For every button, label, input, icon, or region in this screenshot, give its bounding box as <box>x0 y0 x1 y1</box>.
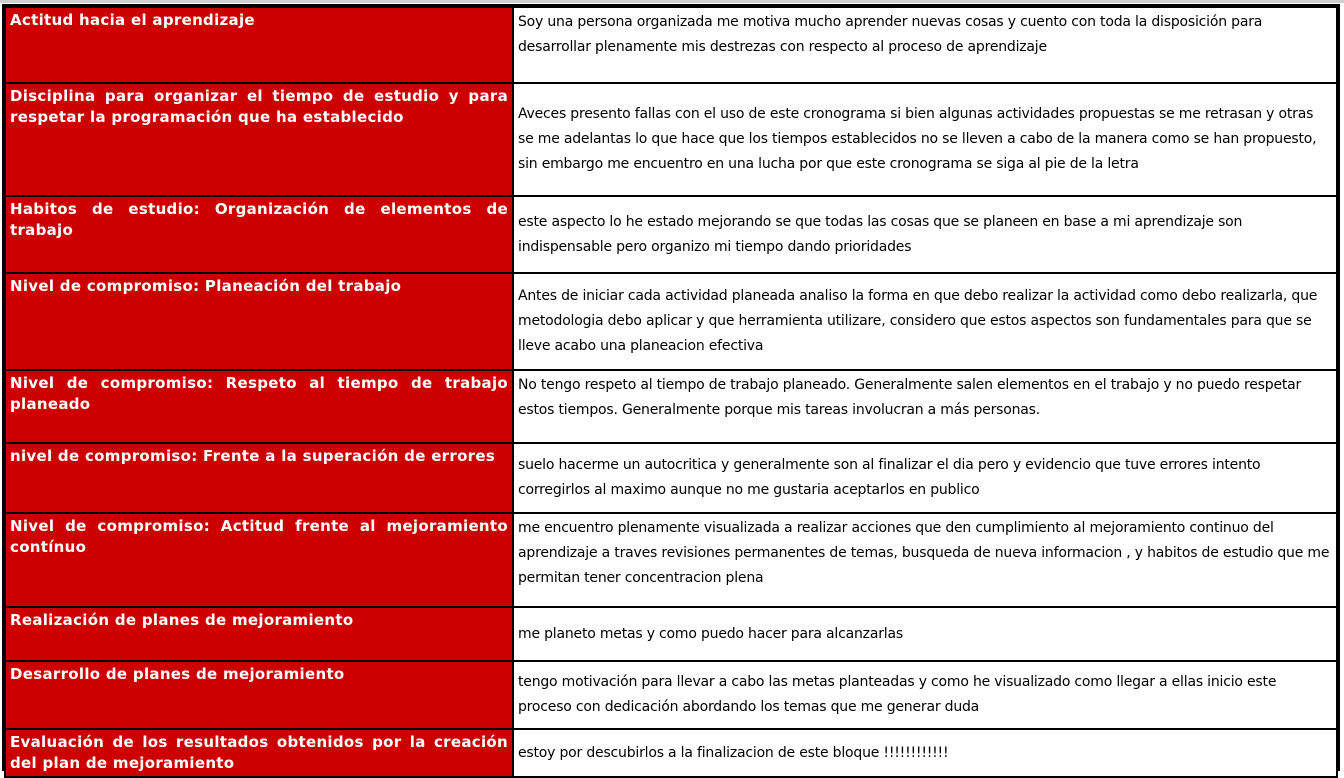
self-assessment-table <box>4 6 1338 778</box>
row-label: Nivel de compromiso: Planeación del trabajo <box>5 273 513 370</box>
row-value: Antes de iniciar cada actividad planeada analiso la forma en que debo realizar la actividad como debo realizarla, que metodologia debo aplicar y que herramienta utilizare, considero que estos aspectos son fundamentales para que se lleve acabo una planeacion efectiva <box>513 273 1337 370</box>
row-value: me planeto metas y como puedo hacer para alcanzarlas <box>513 607 1337 661</box>
row-value: Aveces presento fallas con el uso de este cronograma si bien algunas actividades propuestas se me retrasan y otras se me adelantas lo que hace que los tiempos establecidos no se lleven a cabo de la manera como se han propuesto, sin embargo me encuentro en una lucha por que este cronograma se siga al pie de la letra <box>513 83 1337 196</box>
table-row <box>5 370 1337 443</box>
row-label: Realización de planes de mejoramiento <box>5 607 513 661</box>
row-label: Evaluación de los resultados obtenidos por la creación del plan de mejoramiento <box>5 729 513 777</box>
table-row <box>5 7 1337 83</box>
row-label: Nivel de compromiso: Actitud frente al mejoramiento contínuo <box>5 513 513 607</box>
row-value: tengo motivación para llevar a cabo las metas planteadas y como he visualizado como llegar a ellas inicio este proceso con dedicación abordando los temas que me generar duda <box>513 661 1337 729</box>
row-label: Habitos de estudio: Organización de elementos de trabajo <box>5 196 513 273</box>
row-label: nivel de compromiso: Frente a la superación de errores <box>5 443 513 513</box>
self-assessment-table-frame <box>2 4 1340 771</box>
top-border-line <box>0 0 1344 3</box>
table-row <box>5 607 1337 661</box>
table-row <box>5 729 1337 777</box>
table-row <box>5 273 1337 370</box>
row-value: No tengo respeto al tiempo de trabajo planeado. Generalmente salen elementos en el trabajo y no puedo respetar estos tiempos. Generalmente porque mis tareas involucran a más personas. <box>513 370 1337 443</box>
row-label: Nivel de compromiso: Respeto al tiempo de trabajo planeado <box>5 370 513 443</box>
row-label: Actitud hacia el aprendizaje <box>5 7 513 83</box>
table-row <box>5 443 1337 513</box>
table-row <box>5 513 1337 607</box>
row-label: Desarrollo de planes de mejoramiento <box>5 661 513 729</box>
row-value: este aspecto lo he estado mejorando se que todas las cosas que se planeen en base a mi aprendizaje son indispensable pero organizo mi tiempo dando prioridades <box>513 196 1337 273</box>
table-row <box>5 196 1337 273</box>
row-value: Soy una persona organizada me motiva mucho aprender nuevas cosas y cuento con toda la disposición para desarrollar plenamente mis destrezas con respecto al proceso de aprendizaje <box>513 7 1337 83</box>
table-row <box>5 661 1337 729</box>
row-label: Disciplina para organizar el tiempo de estudio y para respetar la programación que ha establecido <box>5 83 513 196</box>
row-value: estoy por descubirlos a la finalizacion de este bloque !!!!!!!!!!!! <box>513 729 1337 777</box>
row-value: me encuentro plenamente visualizada a realizar acciones que den cumplimiento al mejoramiento continuo del aprendizaje a traves revisiones permanentes de temas, busqueda de nueva informacion , y habitos de estudio que me permitan tener concentracion plena <box>513 513 1337 607</box>
table-row <box>5 83 1337 196</box>
row-value: suelo hacerme un autocritica y generalmente son al finalizar el dia pero y evidencio que tuve errores intento corregirlos al maximo aunque no me gustaria aceptarlos en publico <box>513 443 1337 513</box>
